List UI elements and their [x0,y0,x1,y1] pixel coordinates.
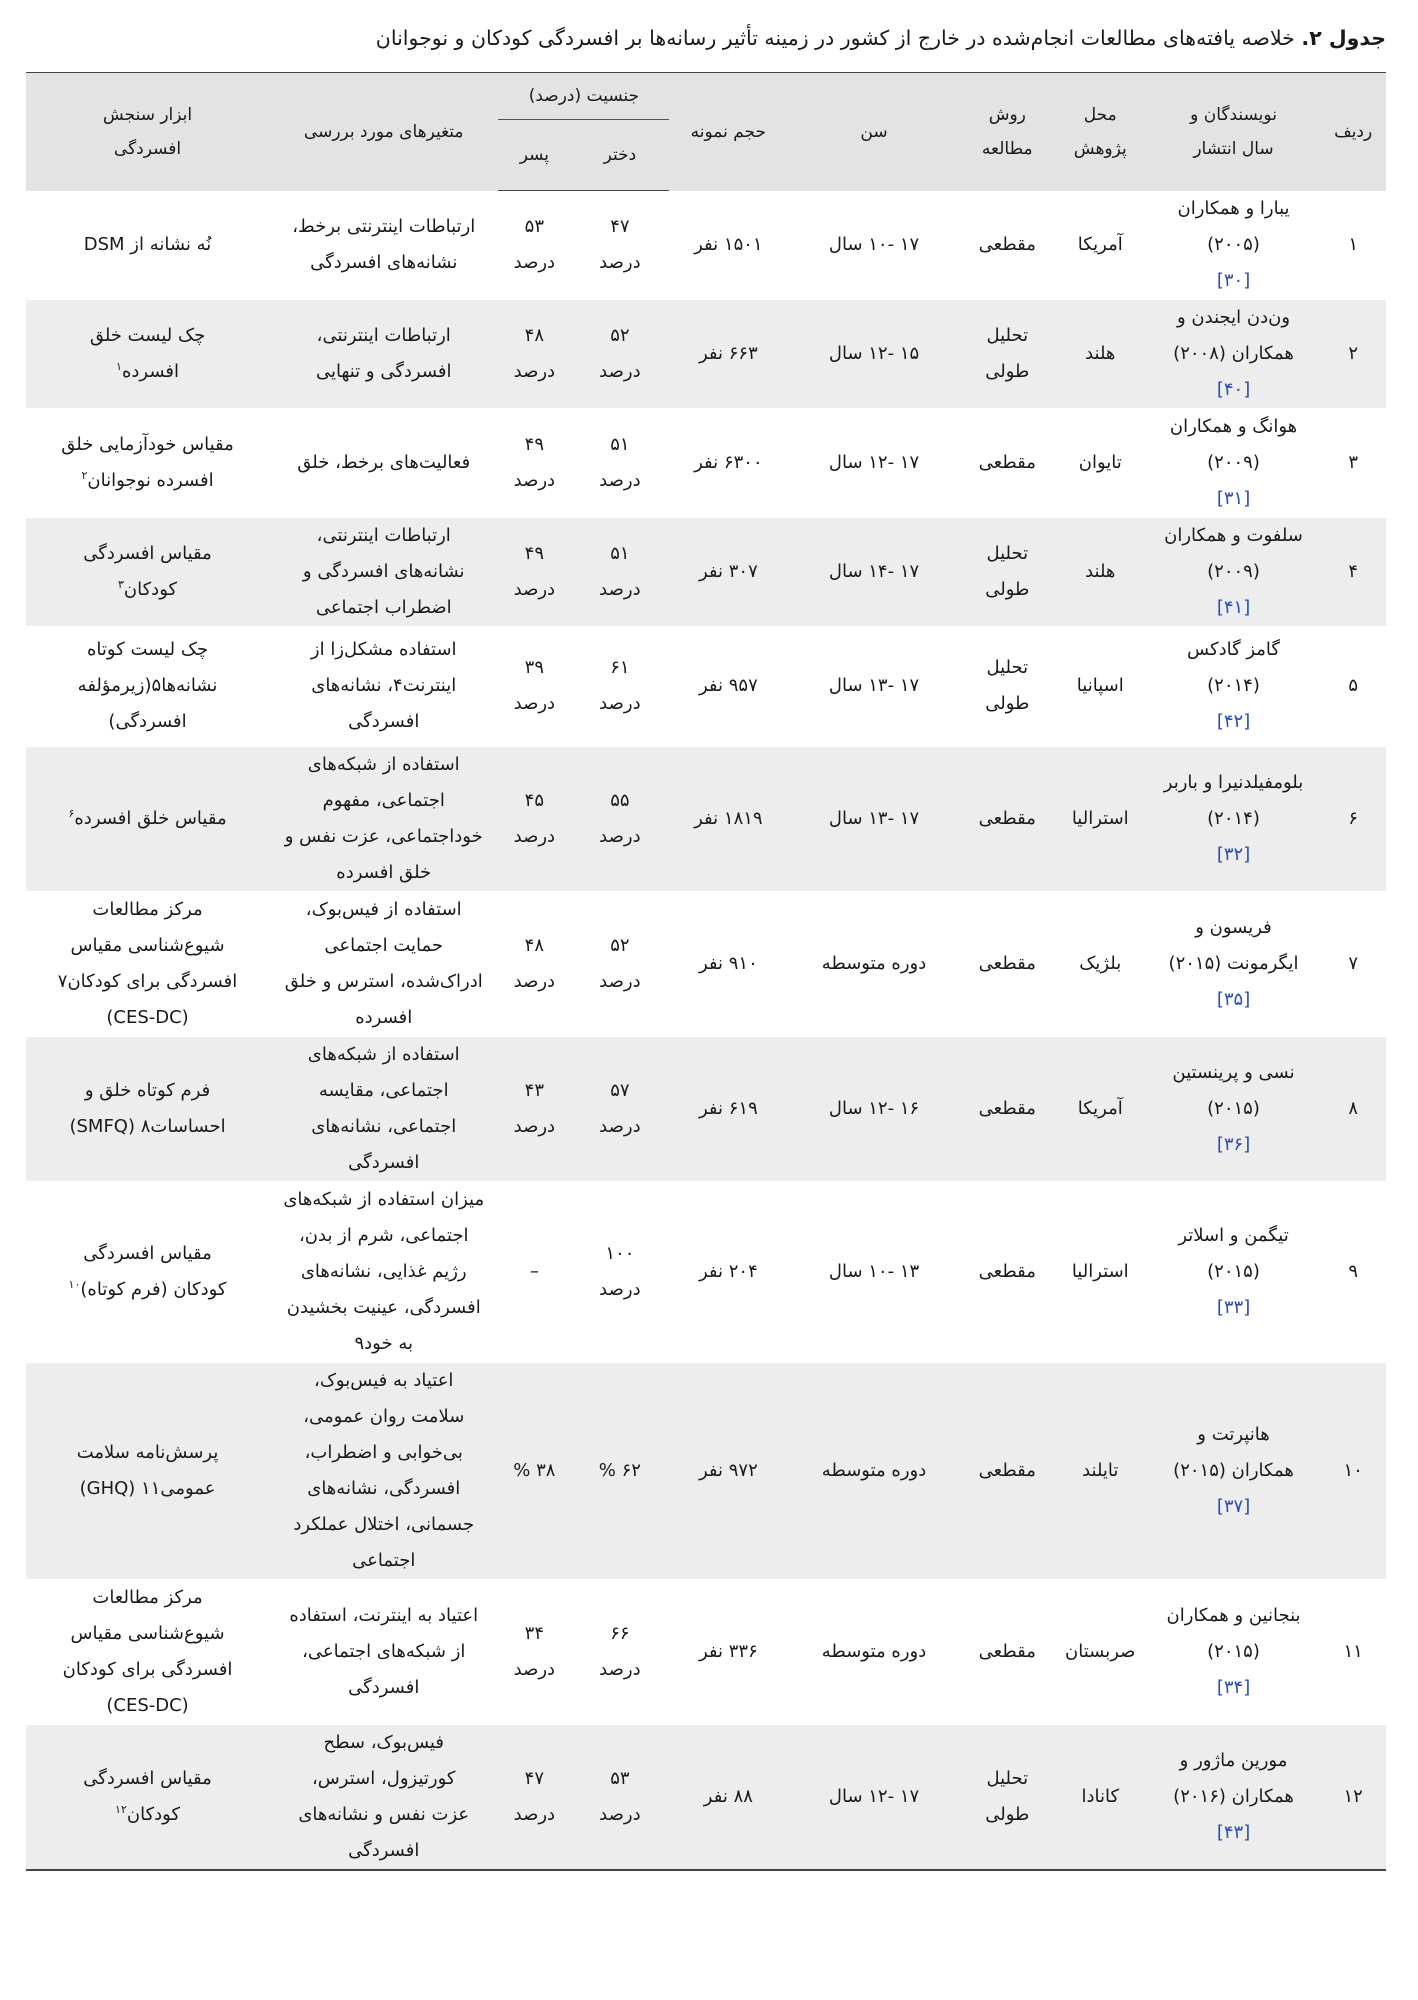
header-row-number: ردیف [1320,73,1386,191]
cell-row-number: ۳ [1320,408,1386,517]
cell-row-number: ۱۱ [1320,1579,1386,1724]
header-gender: جنسیت (درصد) [498,73,669,120]
cell-age: ۱۷ -۱۲ سال [787,408,961,517]
cell-girl-percent: ۶۶ درصد [570,1579,669,1724]
cell-sample-size: ۸۸ نفر [669,1724,787,1870]
cell-authors: مورین ماژور و همکاران (۲۰۱۶) [۴۳] [1147,1724,1321,1870]
cell-age: ۱۷ -۱۲ سال [787,1724,961,1870]
cell-sample-size: ۹۱۰ نفر [669,891,787,1036]
cell-age: دوره متوسطه [787,1362,961,1579]
cell-girl-percent: ۵۱ درصد [570,408,669,517]
citation-link[interactable]: [۳۴] [1216,1676,1251,1698]
cell-age: دوره متوسطه [787,1579,961,1724]
cell-row-number: ۴ [1320,517,1386,626]
cell-boy-percent: ۳۸ % [498,1362,570,1579]
cell-tool: چک لیست کوتاه نشانه‌ها۵(زیرمؤلفه افسردگی) [26,626,269,746]
cell-variables: فعالیت‌های برخط، خلق [269,408,498,517]
cell-sample-size: ۹۷۲ نفر [669,1362,787,1579]
header-tool: ابزار سنجش افسردگی [26,73,269,191]
table-row [26,1181,1386,1362]
table-caption [26,18,1386,58]
cell-method: مقطعی [961,1579,1054,1724]
cell-girl-percent: ۵۳ درصد [570,1724,669,1870]
cell-sample-size: ۶۶۳ نفر [669,299,787,408]
citation-link[interactable]: [۴۰] [1216,378,1251,400]
cell-location: کانادا [1054,1724,1147,1870]
table-row [26,1579,1386,1724]
cell-tool: مقیاس خلق افسرده$^۶$ [26,746,269,891]
table-row [26,299,1386,408]
citation-link[interactable]: [۳۰] [1216,269,1251,291]
cell-row-number: ۷ [1320,891,1386,1036]
header-girl: دختر [570,120,669,191]
cell-variables: استفاده از شبکه‌های اجتماعی، مفهوم خوداجتماعی، عزت نفس و خلق افسرده [269,746,498,891]
cell-method: مقطعی [961,891,1054,1036]
cell-method: مقطعی [961,746,1054,891]
citation-link[interactable]: [۴۱] [1216,596,1251,618]
cell-method: تحلیل طولی [961,517,1054,626]
citation-link[interactable]: [۳۷] [1216,1495,1251,1517]
cell-variables: استفاده مشکل‌زا از اینترنت۴، نشانه‌های افسردگی [269,626,498,746]
cell-variables: ارتباطات اینترنتی، افسردگی و تنهایی [269,299,498,408]
cell-authors: سلفوت و همکاران (۲۰۰۹) [۴۱] [1147,517,1321,626]
cell-method: مقطعی [961,1362,1054,1579]
cell-tool: مرکز مطالعات شیوع‌شناسی مقیاس افسردگی برای کودکان۷ (CES-DC) [26,891,269,1036]
header-location: محل پژوهش [1054,73,1147,191]
cell-location: صربستان [1054,1579,1147,1724]
citation-link[interactable]: [۳۵] [1216,988,1251,1010]
cell-authors: ون‌دن ایجندن و همکاران (۲۰۰۸) [۴۰] [1147,299,1321,408]
cell-variables: استفاده از فیس‌بوک، حمایت اجتماعی ادراک‌شده، استرس و خلق افسرده [269,891,498,1036]
cell-age: ۱۵ -۱۲ سال [787,299,961,408]
cell-method: مقطعی [961,1036,1054,1181]
cell-location: هلند [1054,299,1147,408]
cell-girl-percent: ۵۲ درصد [570,299,669,408]
cell-authors: بنجانین و همکاران (۲۰۱۵) [۳۴] [1147,1579,1321,1724]
cell-girl-percent: ۵۱ درصد [570,517,669,626]
cell-girl-percent: ۶۱ درصد [570,626,669,746]
table-row [26,517,1386,626]
cell-boy-percent: ۴۸ درصد [498,891,570,1036]
cell-row-number: ۲ [1320,299,1386,408]
cell-age: ۱۷ -۱۳ سال [787,746,961,891]
table-row [26,1724,1386,1870]
cell-age: ۱۷ -۱۳ سال [787,626,961,746]
header-method: روش مطالعه [961,73,1054,191]
citation-link[interactable]: [۳۲] [1216,843,1251,865]
cell-boy-percent: – [498,1181,570,1362]
cell-variables: ارتباطات اینترنتی، نشانه‌های افسردگی و اضطراب اجتماعی [269,517,498,626]
cell-tool: نُه نشانه از DSM [26,191,269,300]
cell-boy-percent: ۳۹ درصد [498,626,570,746]
cell-location: آمریکا [1054,191,1147,300]
cell-authors: نسی و پرینستین (۲۰۱۵) [۳۶] [1147,1036,1321,1181]
cell-sample-size: ۳۰۷ نفر [669,517,787,626]
cell-authors: فریسون و ایگرمونت (۲۰۱۵) [۳۵] [1147,891,1321,1036]
cell-boy-percent: ۵۳ درصد [498,191,570,300]
cell-girl-percent: ۴۷ درصد [570,191,669,300]
cell-tool: چک لیست خلق افسرده$^۱$ [26,299,269,408]
cell-method: تحلیل طولی [961,299,1054,408]
citation-link[interactable]: [۴۳] [1216,1821,1251,1843]
cell-girl-percent: ۵۷ درصد [570,1036,669,1181]
citation-link[interactable]: [۴۲] [1216,711,1251,732]
cell-age: ۱۷ -۱۴ سال [787,517,961,626]
cell-variables: اعتیاد به فیس‌بوک، سلامت روان عمومی، بی‌خوابی و اضطراب، افسردگی، نشانه‌های جسمانی، اختلال عملکرد اجتماعی [269,1362,498,1579]
cell-location: تایوان [1054,408,1147,517]
cell-variables: ارتباطات اینترنتی برخط، نشانه‌های افسردگی [269,191,498,300]
cell-age: دوره متوسطه [787,891,961,1036]
header-boy: پسر [498,120,570,191]
cell-sample-size: ۱۸۱۹ نفر [669,746,787,891]
cell-girl-percent: ۱۰۰ درصد [570,1181,669,1362]
cell-authors: تیگمن و اسلاتر (۲۰۱۵) [۳۳] [1147,1181,1321,1362]
caption-label: جدول ۲. [1301,26,1386,50]
cell-sample-size: ۱۵۰۱ نفر [669,191,787,300]
cell-row-number: ۱ [1320,191,1386,300]
header-age: سن [787,73,961,191]
cell-location: بلژیک [1054,891,1147,1036]
cell-row-number: ۶ [1320,746,1386,891]
cell-method: مقطعی [961,191,1054,300]
cell-tool: مرکز مطالعات شیوع‌شناسی مقیاس افسردگی برای کودکان (CES-DC) [26,1579,269,1724]
cell-method: مقطعی [961,1181,1054,1362]
cell-authors: بلومفیلدنیرا و باربر (۲۰۱۴) [۳۲] [1147,746,1321,891]
citation-link[interactable]: [۳۱] [1216,487,1251,509]
table-row [26,191,1386,300]
citation-link[interactable]: [۳۶] [1216,1133,1251,1155]
cell-row-number: ۸ [1320,1036,1386,1181]
cell-location: تایلند [1054,1362,1147,1579]
cell-girl-percent: ۶۲ % [570,1362,669,1579]
cell-tool: پرسش‌نامه سلامت عمومی۱۱ (GHQ) [26,1362,269,1579]
cell-location: آمریکا [1054,1036,1147,1181]
cell-variables: اعتیاد به اینترنت، استفاده از شبکه‌های اجتماعی، افسردگی [269,1579,498,1724]
cell-location: اسپانیا [1054,626,1147,746]
cell-row-number: ۱۰ [1320,1362,1386,1579]
cell-location: هلند [1054,517,1147,626]
studies-table [26,72,1386,1871]
cell-variables: میزان استفاده از شبکه‌های اجتماعی، شرم از بدن، رژیم غذایی، نشانه‌های افسردگی، عینیت بخشیدن به خود۹ [269,1181,498,1362]
cell-tool: مقیاس افسردگی کودکان$^۳$ [26,517,269,626]
cell-row-number: ۱۲ [1320,1724,1386,1870]
cell-method: تحلیل طولی [961,1724,1054,1870]
cell-boy-percent: ۴۸ درصد [498,299,570,408]
cell-sample-size: ۲۰۴ نفر [669,1181,787,1362]
cell-authors: یبارا و همکاران (۲۰۰۵) [۳۰] [1147,191,1321,300]
cell-boy-percent: ۴۳ درصد [498,1036,570,1181]
caption-text: خلاصه یافته‌های مطالعات انجام‌شده در خارج از کشور در زمینه تأثیر رسانه‌ها بر افسردگی کودکان و نوجوانان [375,26,1295,50]
cell-sample-size: ۹۵۷ نفر [669,626,787,746]
cell-boy-percent: ۴۹ درصد [498,517,570,626]
cell-boy-percent: ۴۹ درصد [498,408,570,517]
table-row [26,1362,1386,1579]
table-row [26,408,1386,517]
cell-location: استرالیا [1054,1181,1147,1362]
cell-tool: مقیاس افسردگی کودکان (فرم کوتاه)$^{۱۰}$ [26,1181,269,1362]
cell-age: ۱۶ -۱۲ سال [787,1036,961,1181]
citation-link[interactable]: [۳۳] [1216,1296,1251,1318]
table-header [26,73,1386,191]
cell-authors: هانپرتت و همکاران (۲۰۱۵) [۳۷] [1147,1362,1321,1579]
cell-row-number: ۵ [1320,626,1386,746]
cell-method: تحلیل طولی [961,626,1054,746]
table-row [26,746,1386,891]
cell-variables: استفاده از شبکه‌های اجتماعی، مقایسه اجتماعی، نشانه‌های افسردگی [269,1036,498,1181]
table-row [26,626,1386,746]
cell-tool: فرم کوتاه خلق و احساسات۸ (SMFQ) [26,1036,269,1181]
cell-location: استرالیا [1054,746,1147,891]
cell-sample-size: ۳۳۶ نفر [669,1579,787,1724]
cell-girl-percent: ۵۵ درصد [570,746,669,891]
cell-variables: فیس‌بوک، سطح کورتیزول، استرس، عزت نفس و نشانه‌های افسردگی [269,1724,498,1870]
header-variables: متغیرهای مورد بررسی [269,73,498,191]
header-authors: نویسندگان و سال انتشار [1147,73,1321,191]
cell-tool: مقیاس افسردگی کودکان$^{۱۲}$ [26,1724,269,1870]
cell-method: مقطعی [961,408,1054,517]
table-body [26,191,1386,1870]
table-row [26,891,1386,1036]
cell-age: ۱۳ -۱۰ سال [787,1181,961,1362]
cell-boy-percent: ۳۴ درصد [498,1579,570,1724]
cell-sample-size: ۶۳۰۰ نفر [669,408,787,517]
cell-age: ۱۷ -۱۰ سال [787,191,961,300]
header-sample-size: حجم نمونه [669,73,787,191]
cell-boy-percent: ۴۵ درصد [498,746,570,891]
cell-authors: هوانگ و همکاران (۲۰۰۹) [۳۱] [1147,408,1321,517]
cell-girl-percent: ۵۲ درصد [570,891,669,1036]
cell-authors: گامز گادکس (۲۰۱۴) [۴۲] [1147,626,1321,746]
cell-sample-size: ۶۱۹ نفر [669,1036,787,1181]
table-row [26,1036,1386,1181]
cell-row-number: ۹ [1320,1181,1386,1362]
cell-tool: مقیاس خودآزمایی خلق افسرده نوجوانان$^۲$ [26,408,269,517]
cell-boy-percent: ۴۷ درصد [498,1724,570,1870]
